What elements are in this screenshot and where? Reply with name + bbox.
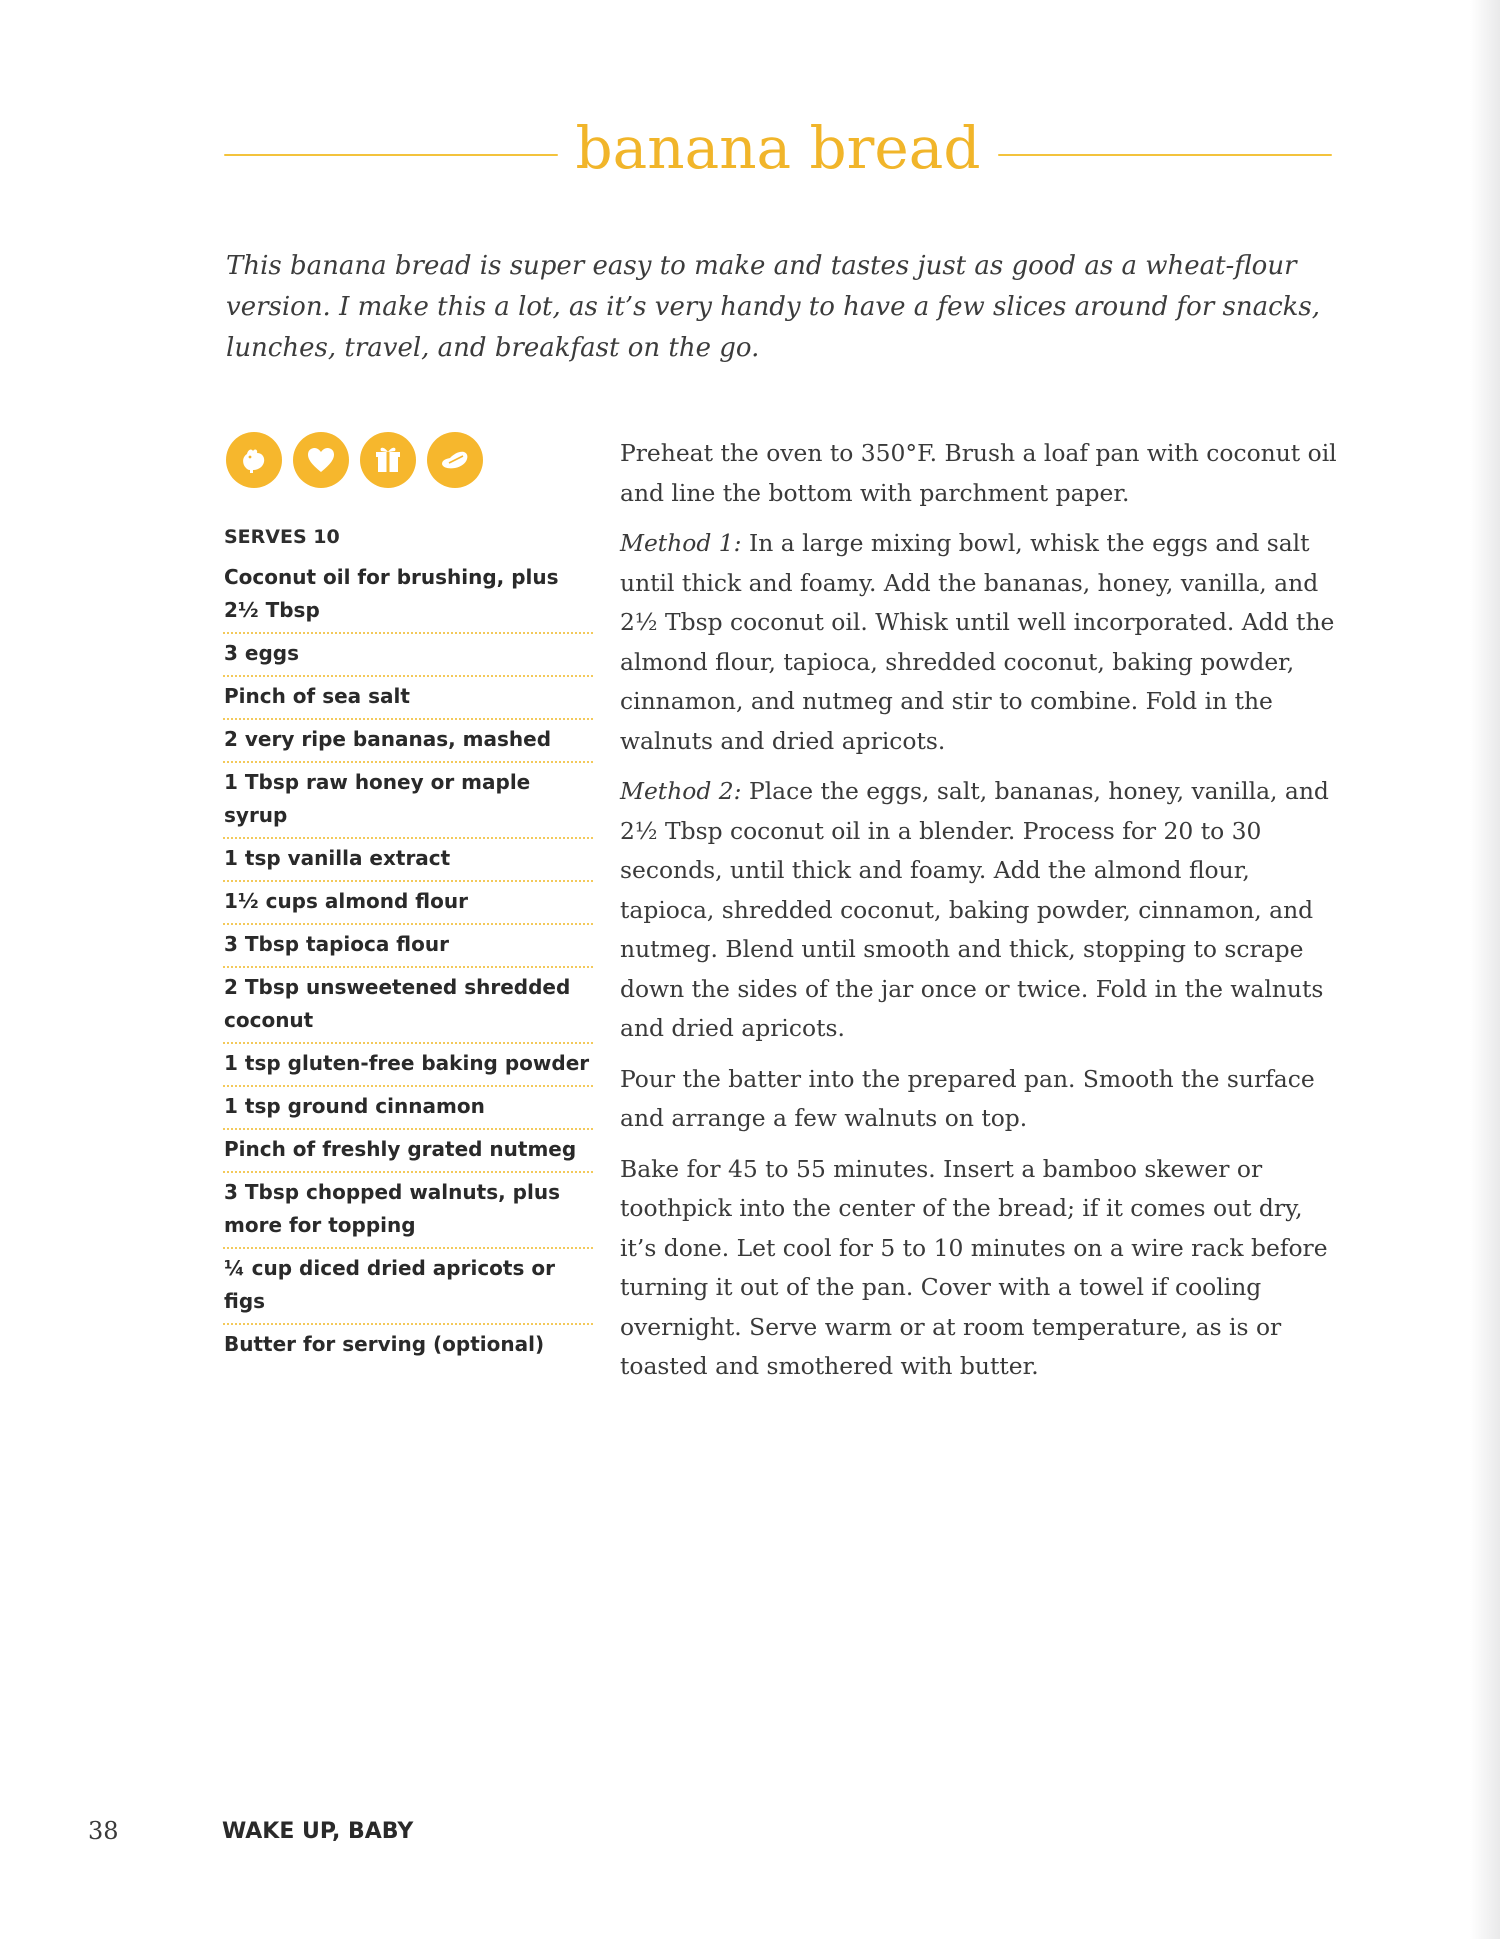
ingredient-item: 1½ cups almond flour	[223, 882, 593, 925]
ingredient-list	[223, 558, 593, 1366]
ingredient-item: 3 eggs	[223, 634, 593, 677]
ingredient-item: Coconut oil for brushing, plus 2½ Tbsp	[223, 558, 593, 634]
heart-icon	[293, 432, 349, 488]
method-text	[620, 434, 1340, 1398]
ingredient-item: 1 tsp gluten-free baking powder	[223, 1044, 593, 1087]
method-step-text: In a large mixing bowl, whisk the eggs and salt until thick and foamy. Add the bananas, honey, vanilla, and 2½ Tbsp coconut oil. Whisk until well incorporated. Add the almond flour, tapioca, shredded coconut, baking powder, cinnamon, and nutmeg and stir to combine. Fold in the walnuts and dried apricots.	[620, 529, 1335, 755]
method-step	[620, 524, 1340, 761]
method-step	[620, 434, 1340, 513]
method-step-text: Bake for 45 to 55 minutes. Insert a bamboo skewer or toothpick into the center of the bread; if it comes out dry, it’s done. Let cool for 5 to 10 minutes on a wire rack before turning it out of the pan. Cover with a towel if cooling overnight. Serve warm or at room temperature, as is or toasted and smothered with butter.	[620, 1154, 1328, 1380]
page-edge-shadow	[1470, 0, 1500, 1939]
ingredient-item: Butter for serving (optional)	[224, 1332, 545, 1356]
recipe-title: banana bread	[575, 114, 981, 182]
running-head: WAKE UP, BABY	[222, 1819, 414, 1844]
ingredient-item: 2 Tbsp unsweetened shredded coconut	[223, 968, 593, 1044]
ingredients-panel	[223, 520, 593, 1366]
title-rule-left	[224, 154, 558, 156]
method-step-text: Pour the batter into the prepared pan. Smooth the surface and arrange a few walnuts on top.	[620, 1064, 1315, 1132]
method-step-text: Preheat the oven to 350°F. Brush a loaf pan with coconut oil and line the bottom with parchment paper.	[620, 439, 1337, 507]
ingredient-item: 3 Tbsp chopped walnuts, plus more for topping	[223, 1173, 593, 1249]
ingredient-item: 2 very ripe bananas, mashed	[223, 720, 593, 763]
ingredient-item: Pinch of freshly grated nutmeg	[223, 1130, 593, 1173]
page-number: 38	[88, 1817, 119, 1845]
ingredient-item: 3 Tbsp tapioca flour	[223, 925, 593, 968]
diet-icons	[226, 432, 483, 488]
method-step	[620, 772, 1340, 1049]
method-step	[620, 1150, 1340, 1387]
ingredient-item: 1 tsp vanilla extract	[223, 839, 593, 882]
gift-icon	[360, 432, 416, 488]
recipe-intro: This banana bread is super easy to make and tastes just as good as a wheat-flour version. I make this a lot, as it’s very handy to have a few slices around for snacks, lunches, travel, and breakfast on the go.	[226, 251, 1321, 363]
ingredient-item: ¼ cup diced dried apricots or figs	[223, 1249, 593, 1325]
shoe-icon	[427, 432, 483, 488]
method-step-label: Method 2:	[620, 777, 742, 805]
title-row	[224, 108, 1332, 188]
ingredient-item: 1 tsp ground cinnamon	[223, 1087, 593, 1130]
ingredient-item: Pinch of sea salt	[223, 677, 593, 720]
rooster-icon	[226, 432, 282, 488]
title-rule-right	[998, 154, 1332, 156]
method-step	[620, 1060, 1340, 1139]
serves-label: SERVES 10	[224, 526, 340, 548]
ingredient-item: 1 Tbsp raw honey or maple syrup	[223, 763, 593, 839]
method-step-label: Method 1:	[620, 529, 742, 557]
method-step-text: Place the eggs, salt, bananas, honey, vanilla, and 2½ Tbsp coconut oil in a blender. Process for 20 to 30 seconds, until thick and foamy. Add the almond flour, tapioca, shredded coconut, baking powder, cinnamon, and nutmeg. Blend until smooth and thick, stopping to scrape down the sides of the jar once or twice. Fold in the walnuts and dried apricots.	[620, 777, 1329, 1042]
